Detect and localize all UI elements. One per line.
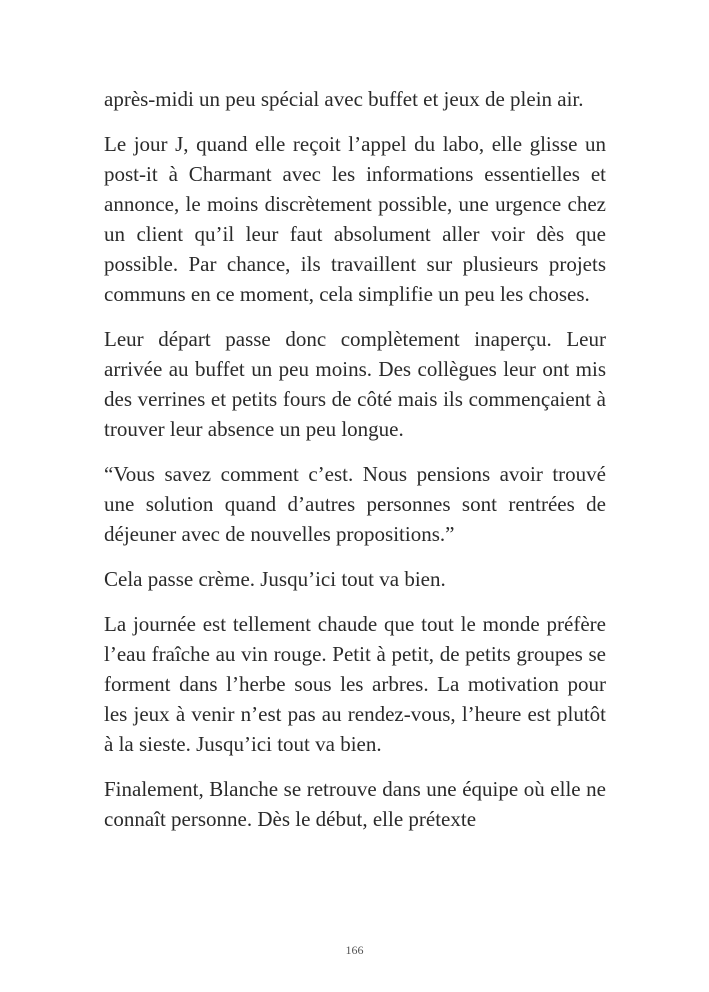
body-text [104, 84, 606, 849]
paragraph-6: La journée est tellement chaude que tout le monde préfère l’eau fraîche au vin rouge. Petit à petit, de petits groupes se forment dans l’herbe sous les arbres. La motivation pour les jeux à venir n’est pas au rendez-vous, l’heure est plutôt à la sieste. Jusqu’ici tout va bien. [104, 612, 606, 756]
paragraph-3: Leur départ passe donc complètement inaperçu. Leur arrivée au buffet un peu moins. Des collègues leur ont mis des verrines et petits fours de côté mais ils commençaient à trouver leur absence un peu longue. [104, 327, 606, 441]
page-number: 166 [345, 943, 364, 957]
paragraph-7: Finalement, Blanche se retrouve dans une équipe où elle ne connaît personne. Dès le début, elle prétexte [104, 777, 606, 831]
paragraph-5: Cela passe crème. Jusqu’ici tout va bien. [104, 567, 446, 591]
paragraph-4: “Vous savez comment c’est. Nous pensions avoir trouvé une solution quand d’autres personnes sont rentrées de déjeuner avec de nouvelles propositions.” [104, 462, 606, 546]
paragraph-2: Le jour J, quand elle reçoit l’appel du labo, elle glisse un post-it à Charmant avec les informations essentielles et annonce, le moins discrètement possible, une urgence chez un client qu’il leur faut absolument aller voir dès que possible. Par chance, ils travaillent sur plusieurs projets communs en ce moment, cela simplifie un peu les choses. [104, 132, 606, 306]
paragraph-1: après-midi un peu spécial avec buffet et jeux de plein air. [104, 87, 584, 111]
